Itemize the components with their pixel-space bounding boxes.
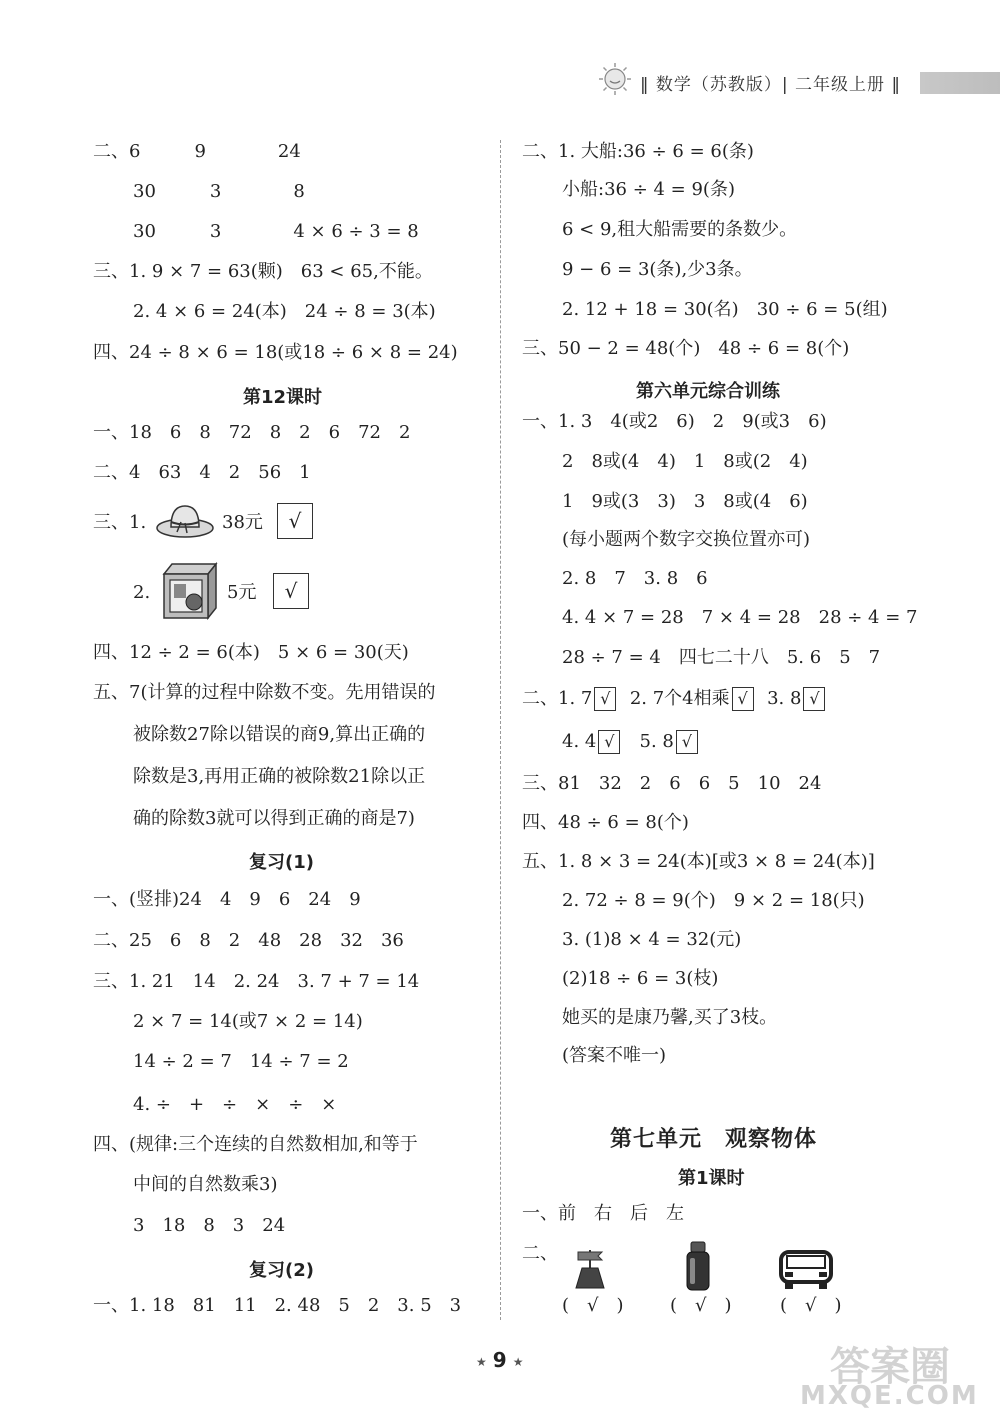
answer-line: 五、1. 8 × 3 = 24(本)[或3 × 8 = 24(本)] [522, 851, 875, 872]
check-box: √ [676, 730, 698, 754]
sun-icon [598, 62, 632, 96]
item-label: 三、1. [93, 512, 147, 533]
answer-line: 三、81 32 2 6 6 5 10 24 [522, 773, 822, 794]
answer-line: 四、12 ÷ 2 = 6(本) 5 × 6 = 30(天) [93, 642, 409, 663]
answer-line: 2 × 7 = 14(或7 × 2 = 14) [133, 1011, 363, 1032]
gift-box-icon [158, 560, 220, 622]
answer-line: 一、(竖排)24 4 9 6 24 9 [93, 889, 361, 910]
section-heading: 复习(1) [249, 852, 314, 873]
answer-line: 14 ÷ 2 = 7 14 ÷ 7 = 2 [133, 1051, 349, 1072]
answer-line: 30 3 8 [133, 181, 305, 202]
answer-line: 二、6 9 24 [93, 141, 301, 162]
check-box: √ [803, 687, 825, 711]
answer-line: 6 < 9,租大船需要的条数少。 [562, 219, 798, 240]
answer-text: 4. 4 [562, 731, 597, 752]
observe-answer: ( √ ) [780, 1295, 842, 1316]
answer-line: 28 ÷ 7 = 4 四七二十八 5. 6 5 7 [562, 647, 881, 668]
header-title: ‖ 数学（苏教版）| 二年级上册 ‖ [640, 75, 901, 95]
answer-line: 二、25 6 8 2 48 28 32 36 [93, 930, 404, 951]
answer-line: 三、50 − 2 = 48(个) 48 ÷ 6 = 8(个) [522, 338, 850, 359]
section-heading: 第六单元综合训练 [636, 381, 780, 402]
answer-line: 四、(规律:三个连续的自然数相加,和等于 [93, 1134, 418, 1155]
star-icon: ★ [512, 1354, 524, 1369]
answer-line: 二、 [522, 1243, 558, 1264]
answer-line: 确的除数3就可以得到正确的商是7) [133, 808, 415, 829]
answer-line: 2 8或(4 4) 1 8或(2 4) [562, 451, 808, 472]
section-heading: 第12课时 [243, 387, 323, 408]
answer-text: 二、1. 7 [522, 688, 593, 709]
answer-line [522, 687, 827, 711]
answer-line: 中间的自然数乘3) [133, 1174, 278, 1195]
answer-line: 三、1. 21 14 2. 24 3. 7 + 7 = 14 [93, 971, 420, 992]
page-number [470, 1348, 529, 1372]
price-label: 38元 [222, 512, 263, 533]
answer-text: 3. 8 [767, 688, 802, 709]
answer-line: 1 9或(3 3) 3 8或(4 6) [562, 491, 808, 512]
answer-line: 四、24 ÷ 8 × 6 = 18(或18 ÷ 6 × 8 = 24) [93, 342, 458, 363]
weather-vane-icon [572, 1246, 608, 1290]
answer-line: 被除数27除以错误的商9,算出正确的 [133, 724, 426, 745]
answer-line: (2)18 ÷ 6 = 3(枝) [562, 968, 719, 989]
answer-line: 二、1. 大船:36 ÷ 6 = 6(条) [522, 141, 754, 162]
check-box: √ [594, 687, 616, 711]
section-heading: 第1课时 [678, 1168, 745, 1189]
answer-line: 3. (1)8 × 4 = 32(元) [562, 929, 742, 950]
check-box: √ [273, 573, 309, 609]
check-box: √ [277, 503, 313, 539]
answer-line: 除数是3,再用正确的被除数21除以正 [133, 766, 426, 787]
header-bar [920, 72, 1000, 94]
answer-line: 4. ÷ + ÷ × ÷ × [133, 1094, 337, 1115]
answer-line: 2. 72 ÷ 8 = 9(个) 9 × 2 = 18(只) [562, 890, 865, 911]
unit-title: 第七单元 观察物体 [610, 1127, 818, 1152]
star-icon: ★ [476, 1354, 487, 1369]
answer-line: 一、18 6 8 72 8 2 6 72 2 [93, 422, 411, 443]
car-front-icon [777, 1246, 835, 1290]
answer-text: 2. 7个4相乘 [629, 688, 730, 709]
answer-line: 2. 4 × 6 = 24(本) 24 ÷ 8 = 3(本) [133, 301, 436, 322]
answer-line: 三、1. 9 × 7 = 63(颗) 63 < 65,不能。 [93, 261, 433, 282]
answer-line: 2. 12 + 18 = 30(名) 30 ÷ 6 = 5(组) [562, 299, 888, 320]
thermos-icon [684, 1240, 712, 1292]
answer-line: 3 18 8 3 24 [133, 1215, 286, 1236]
answer-line: 30 3 4 × 6 ÷ 3 = 8 [133, 221, 419, 242]
answer-line: 9 − 6 = 3(条),少3条。 [562, 259, 753, 280]
page-number-text: 9 [492, 1348, 507, 1372]
answer-line: 五、7(计算的过程中除数不变。先用错误的 [93, 682, 436, 703]
check-box: √ [598, 730, 620, 754]
answer-line [562, 730, 700, 754]
answer-line: 4. 4 × 7 = 28 7 × 4 = 28 28 ÷ 4 = 7 [562, 607, 918, 628]
watermark-top: 答案圈 [830, 1344, 950, 1390]
answer-line: 一、1. 3 4(或2 6) 2 9(或3 6) [522, 411, 827, 432]
answer-line: (每小题两个数字交换位置亦可) [562, 529, 811, 550]
observe-answer: ( √ ) [670, 1295, 732, 1316]
answer-line: 二、4 63 4 2 56 1 [93, 462, 311, 483]
answer-text: 5. 8 [639, 731, 674, 752]
answer-line: (答案不唯一) [562, 1045, 667, 1066]
watermark-bottom: MXQE.COM [800, 1381, 979, 1411]
page-header [590, 62, 1000, 104]
observe-answer: ( √ ) [562, 1295, 624, 1316]
answer-line: 四、48 ÷ 6 = 8(个) [522, 812, 689, 833]
check-box: √ [732, 687, 754, 711]
answer-line: 她买的是康乃馨,买了3枝。 [562, 1007, 778, 1028]
watermark [800, 1335, 990, 1415]
column-divider [500, 140, 501, 1320]
price-label: 5元 [227, 582, 257, 603]
item-label: 2. [133, 582, 151, 603]
answer-line: 一、1. 18 81 11 2. 48 5 2 3. 5 3 [93, 1295, 462, 1316]
answer-line: 小船:36 ÷ 4 = 9(条) [562, 179, 735, 200]
hat-icon [155, 500, 215, 540]
answer-line: 一、前 右 后 左 [522, 1203, 684, 1224]
answer-line: 2. 8 7 3. 8 6 [562, 568, 708, 589]
section-heading: 复习(2) [249, 1260, 314, 1281]
